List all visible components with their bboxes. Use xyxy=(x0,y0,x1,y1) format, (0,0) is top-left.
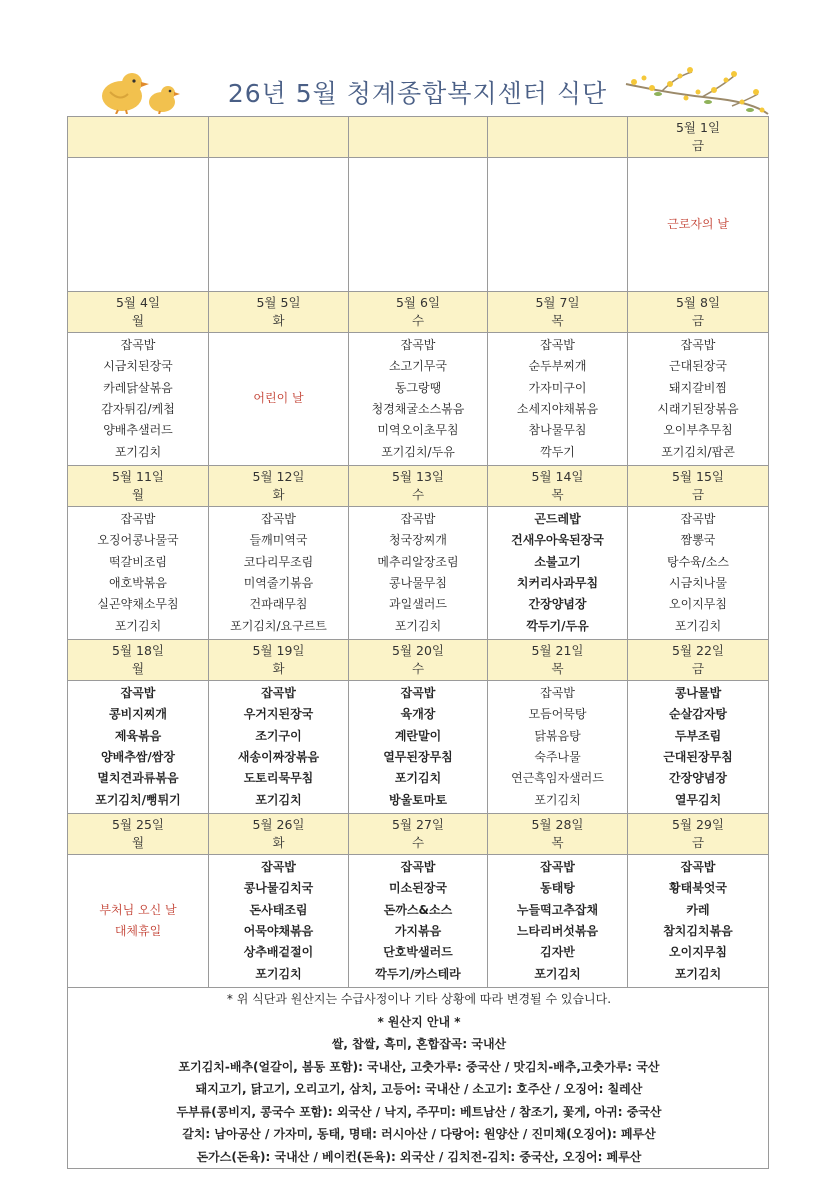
weekday-label: 금 xyxy=(691,138,705,153)
menu-item: 포기김치/뻥튀기 xyxy=(95,792,181,807)
menu-item: 돈사태조림 xyxy=(249,902,308,917)
date-header-cell xyxy=(209,814,349,855)
date-label: 5월 21일 xyxy=(531,643,584,658)
weekday-label: 화 xyxy=(272,313,285,328)
notes-line: 돼지고기, 닭고기, 오리고기, 삼치, 고등어: 국내산 / 소고기: 호주산 / 오징어: 칠레산 xyxy=(195,1082,643,1096)
menu-item: 깍두기 xyxy=(540,444,575,459)
menu-item: 콩나물무침 xyxy=(389,576,447,590)
menu-item: 소고기무국 xyxy=(389,359,447,374)
menu-item: 어묵야채볶음 xyxy=(243,924,314,938)
holiday-label: 어린이 날 xyxy=(253,391,304,406)
menu-item: 잡곡밥 xyxy=(680,511,716,526)
menu-item: 잡곡밥 xyxy=(261,859,296,874)
date-header-cell xyxy=(68,292,209,333)
menu-item: 잡곡밥 xyxy=(680,337,716,352)
weekday-label: 금 xyxy=(691,835,705,850)
menu-item: 감자튀김/케첩 xyxy=(101,402,175,416)
menu-row xyxy=(68,855,769,988)
menu-item: 두부조림 xyxy=(674,728,722,743)
menu-item: 소세지야채볶음 xyxy=(516,402,599,416)
menu-item: 포기김치 xyxy=(394,618,442,633)
date-header-cell xyxy=(488,117,628,158)
menu-item: 포기김치 xyxy=(255,966,302,981)
menu-item: 참나물무침 xyxy=(528,423,587,438)
menu-item: 건파래무침 xyxy=(249,597,308,612)
date-label: 5월 8일 xyxy=(675,295,721,310)
menu-item: 열무김치 xyxy=(674,792,722,807)
date-header-cell xyxy=(488,640,628,681)
date-header-cell xyxy=(628,292,769,333)
menu-item: 콩비지찌개 xyxy=(109,707,167,722)
menu-item: 포기김치/요구르트 xyxy=(230,618,327,633)
date-label: 5월 1일 xyxy=(675,120,721,135)
menu-item: 카레 xyxy=(686,902,710,917)
date-header-row xyxy=(68,814,769,855)
date-label: 5월 20일 xyxy=(392,643,444,658)
menu-item: 오이부추무침 xyxy=(663,423,733,438)
holiday-label: 근로자의 날 xyxy=(667,216,729,231)
menu-item: 계란말이 xyxy=(394,728,442,743)
menu-item: 잡곡밥 xyxy=(120,511,156,526)
menu-item: 양배추샐러드 xyxy=(103,423,173,438)
menu-item: 잡곡밥 xyxy=(120,685,156,700)
date-header-cell xyxy=(488,466,628,507)
menu-cell xyxy=(488,158,628,292)
date-header-cell xyxy=(628,814,769,855)
menu-item: 시금치된장국 xyxy=(103,359,173,374)
date-header-cell xyxy=(349,117,488,158)
weekday-label: 목 xyxy=(551,661,564,676)
date-label: 5월 11일 xyxy=(112,469,164,484)
date-label: 5월 7일 xyxy=(535,295,580,310)
menu-item: 포기김치/팝콘 xyxy=(661,444,735,459)
menu-item: 떡갈비조림 xyxy=(109,554,167,569)
menu-item: 포기김치 xyxy=(674,618,722,633)
notes-line: 두부류(콩비지, 콩국수 포함): 외국산 / 낙지, 주꾸미: 베트남산 / 참조기, 꽃게, 아귀: 중국산 xyxy=(176,1104,662,1119)
menu-item: 동그랑땡 xyxy=(394,380,442,395)
menu-item: 잡곡밥 xyxy=(261,511,296,526)
date-header-cell xyxy=(349,640,488,681)
menu-item: 과일샐러드 xyxy=(389,597,447,612)
menu-item: 조기구이 xyxy=(255,728,302,743)
menu-item: 동태탕 xyxy=(540,881,575,896)
menu-cell xyxy=(628,158,769,292)
menu-item: 돼지갈비찜 xyxy=(669,380,727,395)
menu-cell xyxy=(628,507,769,640)
weekday-label: 월 xyxy=(131,835,145,850)
menu-item: 돈까스&소스 xyxy=(383,902,453,917)
weekday-label: 목 xyxy=(551,487,564,502)
menu-item: 도토리묵무침 xyxy=(243,771,314,786)
menu-item: 깍두기/두유 xyxy=(526,618,589,633)
menu-item: 오이지무침 xyxy=(669,945,727,960)
menu-cell xyxy=(628,681,769,814)
menu-item: 느타리버섯볶음 xyxy=(516,924,599,938)
notes-line: 갈치: 남아공산 / 가자미, 동태, 명태: 러시아산 / 다랑어: 원양산 / 진미채(오징어): 페루산 xyxy=(182,1127,656,1141)
menu-item: 오징어콩나물국 xyxy=(97,533,179,548)
menu-item: 순살감자탕 xyxy=(669,707,727,722)
menu-item: 간장양념장 xyxy=(528,597,587,612)
weekday-label: 월 xyxy=(131,487,145,502)
menu-item: 닭볶음탕 xyxy=(534,728,581,743)
menu-item: 육개장 xyxy=(400,707,436,722)
menu-item: 근대된장무침 xyxy=(663,750,733,764)
menu-item: 잡곡밥 xyxy=(400,859,436,874)
menu-item: 가지볶음 xyxy=(394,924,442,938)
menu-item: 미소된장국 xyxy=(389,881,447,896)
date-header-row xyxy=(68,292,769,333)
menu-row xyxy=(68,681,769,814)
menu-item: 들깨미역국 xyxy=(249,533,308,548)
menu-item: 시금치나물 xyxy=(669,576,727,590)
menu-cell xyxy=(488,507,628,640)
date-header-cell xyxy=(349,814,488,855)
menu-item: 멸치견과류볶음 xyxy=(97,771,179,786)
date-label: 5월 12일 xyxy=(252,469,305,484)
date-header-cell xyxy=(68,640,209,681)
weekday-label: 금 xyxy=(691,661,705,676)
weekday-label: 수 xyxy=(411,661,425,676)
date-label: 5월 15일 xyxy=(672,469,724,484)
menu-item: 잡곡밥 xyxy=(400,685,436,700)
date-header-cell xyxy=(349,292,488,333)
menu-item: 오이지무침 xyxy=(669,597,727,612)
menu-item: 미역줄기볶음 xyxy=(243,576,314,590)
menu-item: 잡곡밥 xyxy=(540,337,575,352)
menu-item: 연근흑임자샐러드 xyxy=(511,771,604,786)
menu-item: 가자미구이 xyxy=(528,380,587,395)
menu-cell xyxy=(488,681,628,814)
meal-menu-table xyxy=(67,116,769,1169)
date-label: 5월 22일 xyxy=(672,643,724,658)
menu-item: 포기김치 xyxy=(394,771,442,786)
menu-item: 양배추쌈/쌈장 xyxy=(101,750,175,764)
menu-row xyxy=(68,507,769,640)
date-header-cell xyxy=(68,117,209,158)
date-header-cell xyxy=(349,466,488,507)
menu-cell xyxy=(209,507,349,640)
weekday-label: 목 xyxy=(551,313,564,328)
date-label: 5월 19일 xyxy=(252,643,305,658)
weekday-label: 월 xyxy=(131,313,145,328)
menu-item: 카레닭살볶음 xyxy=(103,380,173,395)
menu-item: 우거지된장국 xyxy=(243,707,314,722)
menu-item: 포기김치 xyxy=(534,966,581,981)
menu-item: 근대된장국 xyxy=(669,359,727,374)
menu-cell xyxy=(349,333,488,466)
menu-item: 실곤약채소무침 xyxy=(97,597,179,612)
menu-item: 간장양념장 xyxy=(669,771,727,786)
menu-item: 깍두기/카스테라 xyxy=(375,966,461,981)
menu-cell xyxy=(488,855,628,988)
menu-item: 참치김치볶음 xyxy=(663,924,733,938)
date-header-cell xyxy=(209,292,349,333)
menu-item: 짬뽕국 xyxy=(680,533,716,548)
menu-item: 방울토마토 xyxy=(389,792,447,807)
menu-item: 잡곡밥 xyxy=(680,859,716,874)
date-header-cell xyxy=(209,640,349,681)
date-header-cell xyxy=(628,117,769,158)
menu-item: 황태북엇국 xyxy=(669,881,727,896)
menu-row xyxy=(68,333,769,466)
menu-item: 모듬어묵탕 xyxy=(528,707,587,722)
date-header-cell xyxy=(628,466,769,507)
menu-item: 새송이짜장볶음 xyxy=(237,750,320,764)
holiday-label: 대체휴일 xyxy=(114,924,162,938)
weekday-label: 화 xyxy=(272,487,285,502)
menu-item: 잡곡밥 xyxy=(120,337,156,352)
menu-item: 잡곡밥 xyxy=(261,685,296,700)
date-label: 5월 29일 xyxy=(672,817,724,832)
menu-cell xyxy=(68,681,209,814)
weekday-label: 화 xyxy=(272,661,285,676)
menu-item: 건새우아욱된장국 xyxy=(511,533,604,548)
menu-item: 포기김치 xyxy=(674,966,722,981)
notes-line: 포기김치-배추(얼갈이, 봄동 포함): 국내산, 고춧가루: 중국산 / 맛김치-배추,고춧가루: 국산 xyxy=(178,1059,660,1074)
notes-line: 쌀, 찹쌀, 흑미, 혼합잡곡: 국내산 xyxy=(331,1037,507,1051)
menu-item: 잡곡밥 xyxy=(540,685,575,700)
menu-item: 콩나물밥 xyxy=(674,685,722,700)
weekday-label: 금 xyxy=(691,487,705,502)
menu-item: 청국장찌개 xyxy=(389,533,447,548)
menu-item: 애호박볶음 xyxy=(109,576,167,590)
date-label: 5월 28일 xyxy=(531,817,584,832)
menu-cell xyxy=(209,333,349,466)
date-header-cell xyxy=(488,292,628,333)
menu-item: 청경채굴소스볶음 xyxy=(371,402,465,416)
date-header-cell xyxy=(209,466,349,507)
date-label: 5월 13일 xyxy=(392,469,444,484)
weekday-label: 화 xyxy=(272,835,285,850)
date-label: 5월 25일 xyxy=(112,817,164,832)
date-header-row xyxy=(68,466,769,507)
menu-item: 포기김치 xyxy=(114,618,162,633)
weekday-label: 목 xyxy=(551,835,564,850)
menu-item: 시래기된장볶음 xyxy=(657,402,739,416)
menu-cell xyxy=(68,855,209,988)
menu-item: 상추배겉절이 xyxy=(243,945,314,960)
date-header-cell xyxy=(68,814,209,855)
menu-item: 단호박샐러드 xyxy=(383,945,453,960)
date-label: 5월 18일 xyxy=(112,643,164,658)
menu-row xyxy=(68,158,769,292)
date-label: 5월 14일 xyxy=(531,469,584,484)
menu-item: 숙주나물 xyxy=(534,750,581,764)
weekday-label: 수 xyxy=(411,835,425,850)
date-label: 5월 6일 xyxy=(395,295,441,310)
notes-line: * 원산지 안내 * xyxy=(377,1014,461,1029)
date-header-cell xyxy=(488,814,628,855)
menu-item: 김자반 xyxy=(540,945,575,960)
menu-item: 미역오이초무침 xyxy=(377,423,459,438)
date-label: 5월 26일 xyxy=(252,817,305,832)
menu-cell xyxy=(209,855,349,988)
menu-cell xyxy=(349,507,488,640)
menu-cell xyxy=(349,681,488,814)
menu-cell xyxy=(628,333,769,466)
menu-item: 누들떡고추잡채 xyxy=(516,902,599,917)
weekday-label: 금 xyxy=(691,313,705,328)
weekday-label: 수 xyxy=(411,313,425,328)
menu-cell xyxy=(349,158,488,292)
date-header-cell xyxy=(68,466,209,507)
date-header-row xyxy=(68,640,769,681)
menu-item: 메추리알장조림 xyxy=(377,554,459,569)
menu-item: 포기김치 xyxy=(534,792,581,807)
menu-item: 포기김치/두유 xyxy=(381,444,455,459)
weekday-label: 수 xyxy=(411,487,425,502)
menu-cell xyxy=(488,333,628,466)
notes-line: * 위 식단과 원산지는 수급사정이나 기타 상황에 따라 변경될 수 있습니다. xyxy=(226,992,612,1006)
page-title: 26년 5월 청계종합복지센터 식단 xyxy=(227,79,608,108)
menu-item: 제육볶음 xyxy=(114,728,162,743)
menu-item: 포기김치 xyxy=(255,792,302,807)
date-header-cell xyxy=(209,117,349,158)
notes-section xyxy=(68,988,769,1169)
menu-item: 열무된장무침 xyxy=(383,750,453,764)
date-header-row xyxy=(68,117,769,158)
menu-cell xyxy=(209,158,349,292)
menu-item: 콩나물김치국 xyxy=(243,881,314,896)
date-label: 5월 4일 xyxy=(115,295,161,310)
menu-item: 곤드레밥 xyxy=(534,511,581,526)
weekday-label: 월 xyxy=(131,661,145,676)
menu-item: 잡곡밥 xyxy=(400,337,436,352)
menu-cell xyxy=(349,855,488,988)
date-header-cell xyxy=(628,640,769,681)
menu-item: 순두부찌개 xyxy=(528,359,587,374)
menu-item: 코다리무조림 xyxy=(243,554,314,569)
menu-item: 탕수육/소스 xyxy=(666,554,729,569)
holiday-label: 부처님 오신 날 xyxy=(99,902,177,917)
menu-item: 소불고기 xyxy=(534,554,581,569)
date-label: 5월 27일 xyxy=(392,817,444,832)
menu-cell xyxy=(68,507,209,640)
menu-item: 치커리사과무침 xyxy=(516,576,599,590)
menu-cell xyxy=(68,333,209,466)
menu-item: 잡곡밥 xyxy=(400,511,436,526)
menu-item: 잡곡밥 xyxy=(540,859,575,874)
menu-cell xyxy=(68,158,209,292)
menu-cell xyxy=(628,855,769,988)
notes-line: 돈가스(돈육): 국내산 / 베이컨(돈육): 외국산 / 김치전-김치: 중국산, 오징어: 페루산 xyxy=(196,1149,642,1164)
menu-cell xyxy=(209,681,349,814)
date-label: 5월 5일 xyxy=(256,295,301,310)
menu-item: 포기김치 xyxy=(114,444,162,459)
